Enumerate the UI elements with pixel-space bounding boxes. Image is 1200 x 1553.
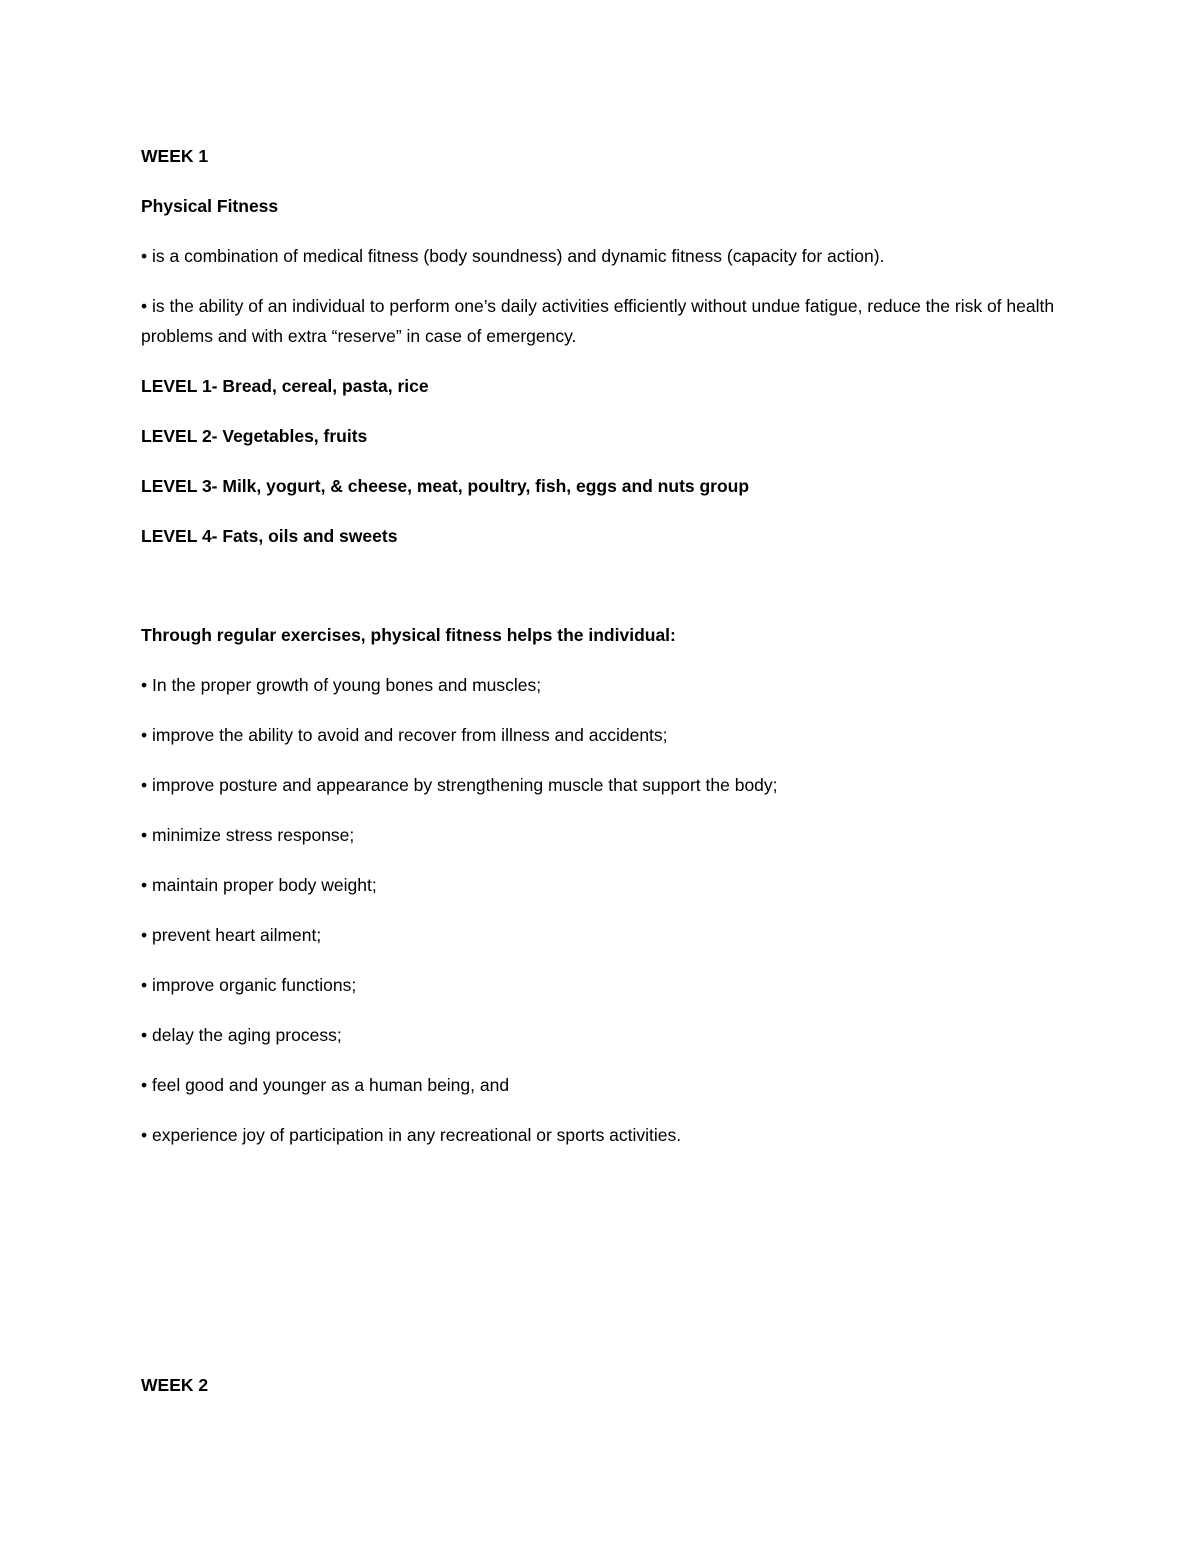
definition-item: • is the ability of an individual to perform one’s daily activities efficiently without undue fatigue, reduce the risk of health problems and with extra “reserve” in case of emergency. [141,296,1055,346]
benefit-item: • feel good and younger as a human being, and [141,1075,510,1095]
food-level-item: LEVEL 4- Fats, oils and sweets [141,526,398,546]
food-level-item: LEVEL 2- Vegetables, fruits [141,426,368,446]
week-1-heading: WEEK 1 [141,146,209,166]
benefit-item: • delay the aging process; [141,1025,342,1045]
food-level-item: LEVEL 3- Milk, yogurt, & cheese, meat, poultry, fish, eggs and nuts group [141,476,750,496]
benefit-item: • improve the ability to avoid and recover from illness and accidents; [141,725,668,745]
benefit-item: • prevent heart ailment; [141,925,322,945]
food-level-item: LEVEL 1- Bread, cereal, pasta, rice [141,376,429,396]
benefit-item: • improve posture and appearance by strengthening muscle that support the body; [141,775,778,795]
definition-item: • is a combination of medical fitness (body soundness) and dynamic fitness (capacity for action). [141,246,885,266]
physical-fitness-heading: Physical Fitness [141,196,279,216]
benefits-heading: Through regular exercises, physical fitness helps the individual: [141,625,676,645]
benefit-item: • improve organic functions; [141,975,357,995]
benefit-item: • experience joy of participation in any recreational or sports activities. [141,1125,682,1145]
week-2-heading: WEEK 2 [141,1375,209,1395]
benefit-item: • In the proper growth of young bones and muscles; [141,675,542,695]
benefit-item: • maintain proper body weight; [141,875,377,895]
benefit-item: • minimize stress response; [141,825,355,845]
